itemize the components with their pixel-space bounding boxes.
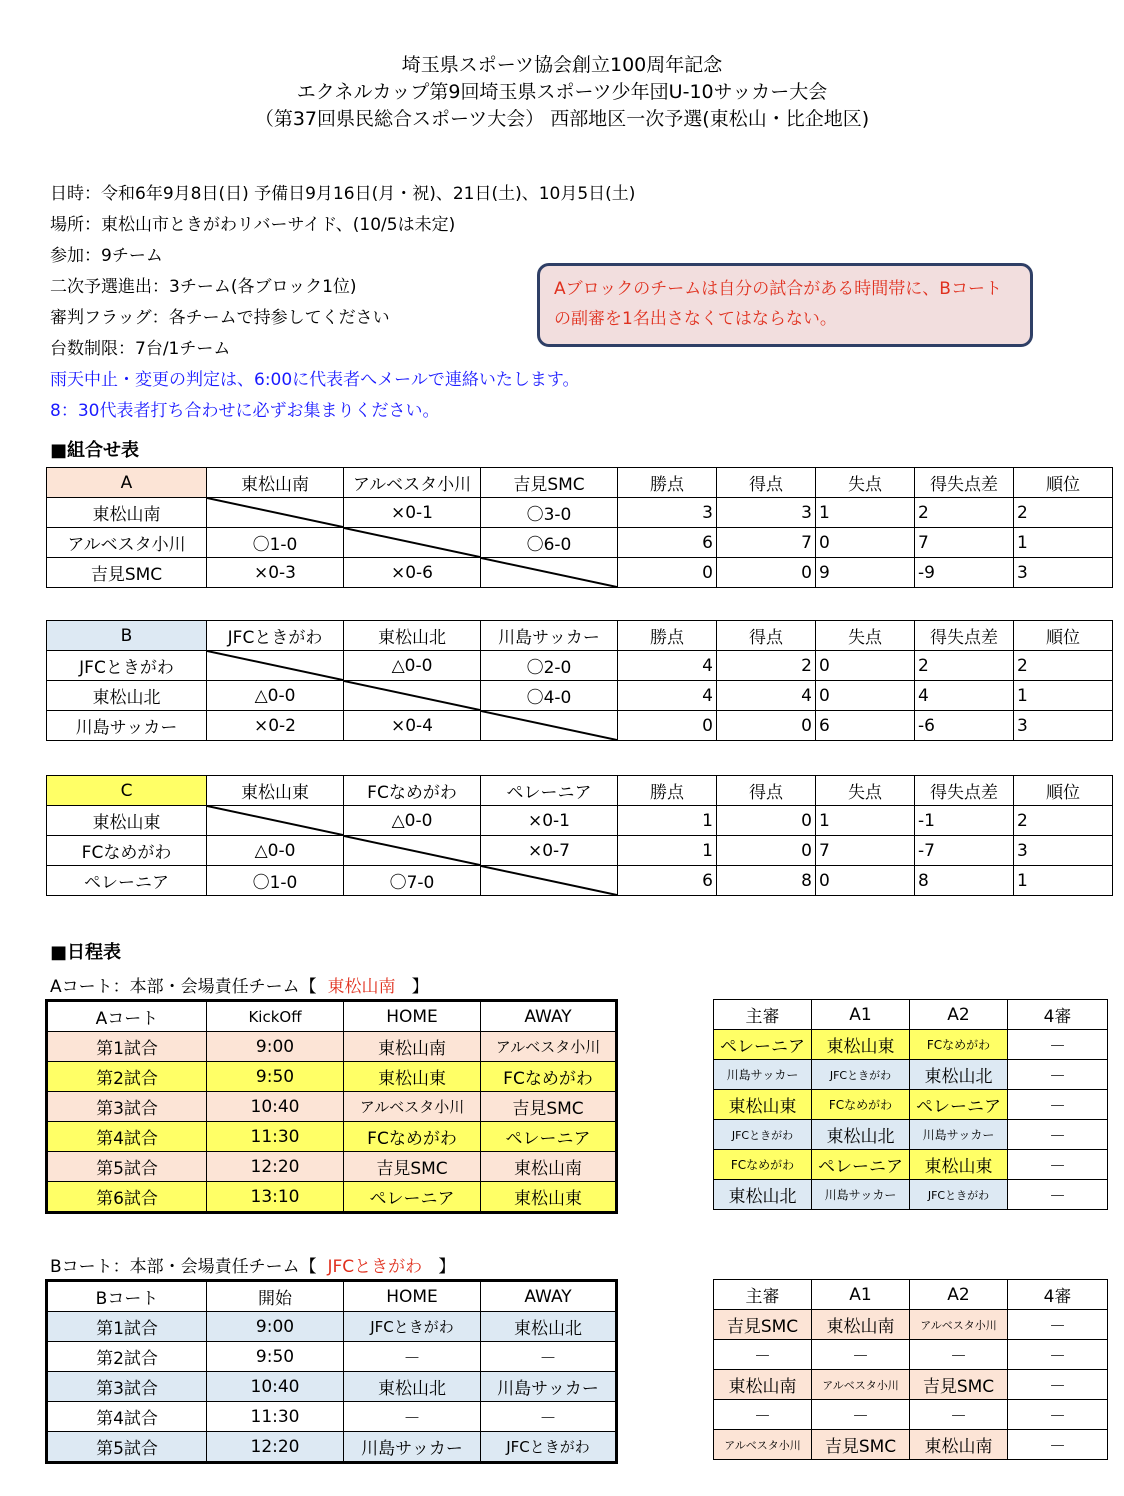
team-name: JFCときがわ [47, 651, 207, 681]
goals-for: 0 [717, 836, 816, 866]
info-cars: 台数制限：7台/1チーム [50, 339, 231, 359]
assistant-referee-1: JFCときがわ [812, 1060, 910, 1090]
rank: 2 [1014, 498, 1113, 528]
assistant-referee-1: 東松山東 [812, 1030, 910, 1060]
court-b-label-close: 】 [438, 1257, 456, 1277]
goal-difference: -6 [915, 711, 1014, 741]
group-column-header: 得点 [717, 468, 816, 498]
goals-against: 9 [816, 558, 915, 588]
court-a-referee-table [713, 999, 1108, 1210]
match-number: 第2試合 [47, 1342, 207, 1372]
away-team: － [481, 1342, 617, 1372]
points: 1 [618, 806, 717, 836]
away-team: JFCときがわ [481, 1432, 617, 1463]
team-name: 東松山東 [47, 806, 207, 836]
schedule-row [47, 1402, 617, 1432]
group-column-header: FCなめがわ [344, 776, 481, 806]
points: 3 [618, 498, 717, 528]
home-team: 東松山南 [344, 1032, 481, 1062]
assistant-referee-1: ペレーニア [812, 1150, 910, 1180]
team-name: アルベスタ小川 [47, 528, 207, 558]
match-result: 〇1-0 [207, 866, 344, 896]
group-row [47, 558, 1113, 588]
home-team: 東松山東 [344, 1062, 481, 1092]
diagonal-cell [344, 528, 481, 558]
group-column-header: 得点 [717, 621, 816, 651]
main-referee: 東松山北 [714, 1180, 812, 1210]
match-number: 第1試合 [47, 1312, 207, 1342]
referee-row [714, 1030, 1108, 1060]
fourth-official: － [1008, 1120, 1108, 1150]
match-result: ×0-1 [344, 498, 481, 528]
schedule-row [47, 1152, 617, 1182]
group-column-header: 吉見SMC [481, 468, 618, 498]
group-row [47, 498, 1113, 528]
goals-for: 0 [717, 806, 816, 836]
assistant-referee-1: FCなめがわ [812, 1090, 910, 1120]
group-name: C [47, 776, 207, 806]
main-referee: 東松山南 [714, 1370, 812, 1400]
schedule-column-header: AWAY [481, 1281, 617, 1312]
goals-for: 0 [717, 558, 816, 588]
court-b-label [50, 1252, 455, 1277]
kickoff-time: 12:20 [207, 1152, 344, 1182]
title-line-1: 埼玉県スポーツ協会創立100周年記念 [401, 54, 723, 76]
group-name: B [47, 621, 207, 651]
match-result: 〇1-0 [207, 528, 344, 558]
fourth-official: － [1008, 1400, 1108, 1430]
fourth-official: － [1008, 1150, 1108, 1180]
kickoff-time: 10:40 [207, 1092, 344, 1122]
group-column-header: 勝点 [618, 776, 717, 806]
group-row [47, 528, 1113, 558]
assistant-referee-2: ペレーニア [910, 1090, 1008, 1120]
document-title [0, 52, 1124, 133]
assistant-referee-2: 東松山南 [910, 1430, 1008, 1460]
match-number: 第3試合 [47, 1372, 207, 1402]
title-line-2: エクネルカップ第9回埼玉県スポーツ少年団U-10サッカー大会 [296, 81, 828, 103]
team-name: 東松山南 [47, 498, 207, 528]
match-number: 第2試合 [47, 1062, 207, 1092]
referee-header-row [714, 1000, 1108, 1030]
match-result: ×0-1 [481, 806, 618, 836]
schedule-column-header: Bコート [47, 1281, 207, 1312]
main-referee: － [714, 1400, 812, 1430]
court-a-team: 東松山南 [327, 977, 396, 997]
referee-column-header: A2 [910, 1280, 1008, 1310]
away-team: 東松山東 [481, 1182, 617, 1213]
referee-row [714, 1150, 1108, 1180]
assistant-referee-2: FCなめがわ [910, 1030, 1008, 1060]
goals-against: 0 [816, 681, 915, 711]
diagonal-cell [207, 806, 344, 836]
main-referee: － [714, 1340, 812, 1370]
group-column-header: 得点 [717, 776, 816, 806]
referee-row [714, 1060, 1108, 1090]
diagonal-cell [344, 681, 481, 711]
match-result: △0-0 [207, 836, 344, 866]
group-column-header: 得失点差 [915, 468, 1014, 498]
match-result: 〇3-0 [481, 498, 618, 528]
info-place: 場所：東松山市ときがわリバーサイド、(10/5は未定) [50, 215, 456, 235]
diagonal-cell [207, 651, 344, 681]
referee-row [714, 1090, 1108, 1120]
away-team: FCなめがわ [481, 1062, 617, 1092]
schedule-column-header: HOME [344, 1281, 481, 1312]
referee-column-header: A1 [812, 1000, 910, 1030]
team-name: FCなめがわ [47, 836, 207, 866]
diagonal-cell [481, 558, 618, 588]
goal-difference: -9 [915, 558, 1014, 588]
group-column-header: 東松山北 [344, 621, 481, 651]
group-row [47, 681, 1113, 711]
schedule-column-header: KickOff [207, 1001, 344, 1032]
goal-difference: -7 [915, 836, 1014, 866]
assistant-referee-1: － [812, 1400, 910, 1430]
main-referee: FCなめがわ [714, 1150, 812, 1180]
rank: 2 [1014, 806, 1113, 836]
info-advance: 二次予選進出：3チーム(各ブロック1位) [50, 277, 357, 297]
group-column-header: JFCときがわ [207, 621, 344, 651]
match-result: △0-0 [207, 681, 344, 711]
referee-row [714, 1400, 1108, 1430]
match-number: 第5試合 [47, 1432, 207, 1463]
group-row [47, 806, 1113, 836]
assistant-referee-1: 東松山北 [812, 1120, 910, 1150]
info-flag: 審判フラッグ：各チームで持参してください [50, 308, 390, 328]
group-column-header: 順位 [1014, 621, 1113, 651]
main-referee: JFCときがわ [714, 1120, 812, 1150]
group-column-header: 得失点差 [915, 776, 1014, 806]
schedule-row [47, 1122, 617, 1152]
schedule-row [47, 1182, 617, 1213]
fourth-official: － [1008, 1060, 1108, 1090]
group-table-b [46, 620, 1113, 741]
court-a-table [45, 999, 618, 1214]
match-number: 第4試合 [47, 1402, 207, 1432]
rank: 1 [1014, 681, 1113, 711]
fourth-official: － [1008, 1090, 1108, 1120]
main-referee: アルベスタ小川 [714, 1430, 812, 1460]
title-line-3: （第37回県民総合スポーツ大会） 西部地区一次予選(東松山・比企地区) [254, 108, 870, 130]
match-result: ×0-7 [481, 836, 618, 866]
match-result: ×0-2 [207, 711, 344, 741]
home-team: 東松山北 [344, 1372, 481, 1402]
info-rain: 雨天中止・変更の判定は、6:00に代表者へメールで連絡いたします。 [50, 370, 580, 390]
match-number: 第4試合 [47, 1122, 207, 1152]
referee-row [714, 1370, 1108, 1400]
match-number: 第6試合 [47, 1182, 207, 1213]
court-a-label [50, 972, 429, 997]
team-name: ペレーニア [47, 866, 207, 896]
match-number: 第1試合 [47, 1032, 207, 1062]
group-column-header: 東松山南 [207, 468, 344, 498]
assistant-referee-2: 東松山東 [910, 1150, 1008, 1180]
goals-for: 2 [717, 651, 816, 681]
group-row [47, 866, 1113, 896]
info-meeting: 8：30代表者打ち合わせに必ずお集まりください。 [50, 401, 440, 421]
rank: 1 [1014, 866, 1113, 896]
group-column-header: 失点 [816, 621, 915, 651]
points: 1 [618, 836, 717, 866]
goals-against: 1 [816, 806, 915, 836]
goal-difference: 4 [915, 681, 1014, 711]
points: 6 [618, 866, 717, 896]
schedule-row [47, 1312, 617, 1342]
group-column-header: 順位 [1014, 776, 1113, 806]
group-header-row [47, 468, 1113, 498]
goals-for: 4 [717, 681, 816, 711]
away-team: 川島サッカー [481, 1372, 617, 1402]
schedule-row [47, 1092, 617, 1122]
kickoff-time: 11:30 [207, 1402, 344, 1432]
assistant-referee-1: 吉見SMC [812, 1430, 910, 1460]
kickoff-time: 12:20 [207, 1432, 344, 1463]
goals-against: 0 [816, 528, 915, 558]
home-team: － [344, 1342, 481, 1372]
info-date: 日時：令和6年9月8日(日) 予備日9月16日(月・祝)、21日(土)、10月5日(土) [50, 184, 636, 204]
rank: 2 [1014, 651, 1113, 681]
schedule-column-header: AWAY [481, 1001, 617, 1032]
schedule-row [47, 1372, 617, 1402]
assistant-referee-2: JFCときがわ [910, 1180, 1008, 1210]
goals-for: 3 [717, 498, 816, 528]
schedule-header-row [47, 1001, 617, 1032]
diagonal-cell [207, 498, 344, 528]
court-b-table [45, 1279, 618, 1464]
main-referee: 川島サッカー [714, 1060, 812, 1090]
goals-for: 0 [717, 711, 816, 741]
court-b-label-text: Bコート：本部・会場責任チーム【 [50, 1257, 317, 1277]
referee-column-header: A2 [910, 1000, 1008, 1030]
match-result: ×0-4 [344, 711, 481, 741]
fourth-official: － [1008, 1370, 1108, 1400]
goal-difference: -1 [915, 806, 1014, 836]
assistant-referee-1: アルベスタ小川 [812, 1370, 910, 1400]
referee-row [714, 1180, 1108, 1210]
fourth-official: － [1008, 1310, 1108, 1340]
schedule-heading: ■日程表 [50, 942, 122, 963]
referee-row [714, 1120, 1108, 1150]
away-team: アルベスタ小川 [481, 1032, 617, 1062]
fourth-official: － [1008, 1430, 1108, 1460]
assistant-referee-2: 吉見SMC [910, 1370, 1008, 1400]
group-column-header: アルベスタ小川 [344, 468, 481, 498]
match-result: △0-0 [344, 806, 481, 836]
group-column-header: 失点 [816, 468, 915, 498]
referee-column-header: 主審 [714, 1000, 812, 1030]
schedule-row [47, 1342, 617, 1372]
team-name: 吉見SMC [47, 558, 207, 588]
group-column-header: ペレーニア [481, 776, 618, 806]
match-result: △0-0 [344, 651, 481, 681]
referee-column-header: 4審 [1008, 1000, 1108, 1030]
away-team: 東松山南 [481, 1152, 617, 1182]
diagonal-cell [481, 866, 618, 896]
goal-difference: 2 [915, 498, 1014, 528]
group-column-header: 川島サッカー [481, 621, 618, 651]
referee-row [714, 1430, 1108, 1460]
schedule-row [47, 1032, 617, 1062]
kickoff-time: 9:50 [207, 1062, 344, 1092]
match-result: 〇4-0 [481, 681, 618, 711]
group-header-row [47, 621, 1113, 651]
groups-heading: ■組合せ表 [50, 440, 140, 461]
schedule-header-row [47, 1281, 617, 1312]
group-name: A [47, 468, 207, 498]
referee-header-row [714, 1280, 1108, 1310]
match-result: ×0-6 [344, 558, 481, 588]
goals-against: 1 [816, 498, 915, 528]
home-team: ペレーニア [344, 1182, 481, 1213]
rank: 3 [1014, 558, 1113, 588]
group-column-header: 順位 [1014, 468, 1113, 498]
goal-difference: 7 [915, 528, 1014, 558]
referee-row [714, 1340, 1108, 1370]
away-team: ペレーニア [481, 1122, 617, 1152]
goals-against: 0 [816, 866, 915, 896]
group-column-header: 得失点差 [915, 621, 1014, 651]
assistant-referee-1: 川島サッカー [812, 1180, 910, 1210]
kickoff-time: 10:40 [207, 1372, 344, 1402]
group-row [47, 651, 1113, 681]
home-team: 川島サッカー [344, 1432, 481, 1463]
kickoff-time: 13:10 [207, 1182, 344, 1213]
diagonal-cell [344, 836, 481, 866]
group-column-header: 失点 [816, 776, 915, 806]
main-referee: 吉見SMC [714, 1310, 812, 1340]
referee-note: Aブロックのチームは自分の試合がある時間帯に、Bコートの副審を1名出さなくてはならない。 [537, 263, 1033, 347]
points: 0 [618, 558, 717, 588]
schedule-row [47, 1432, 617, 1463]
group-row [47, 711, 1113, 741]
home-team: JFCときがわ [344, 1312, 481, 1342]
referee-column-header: 主審 [714, 1280, 812, 1310]
goals-against: 0 [816, 651, 915, 681]
points: 0 [618, 711, 717, 741]
points: 4 [618, 651, 717, 681]
assistant-referee-2: － [910, 1340, 1008, 1370]
team-name: 東松山北 [47, 681, 207, 711]
court-b-referee-table [713, 1279, 1108, 1460]
home-team: アルベスタ小川 [344, 1092, 481, 1122]
kickoff-time: 9:50 [207, 1342, 344, 1372]
main-referee: ペレーニア [714, 1030, 812, 1060]
fourth-official: － [1008, 1340, 1108, 1370]
match-result: 〇7-0 [344, 866, 481, 896]
fourth-official: － [1008, 1030, 1108, 1060]
group-column-header: 勝点 [618, 621, 717, 651]
rank: 1 [1014, 528, 1113, 558]
assistant-referee-2: 東松山北 [910, 1060, 1008, 1090]
group-row [47, 836, 1113, 866]
kickoff-time: 9:00 [207, 1312, 344, 1342]
match-number: 第3試合 [47, 1092, 207, 1122]
schedule-column-header: HOME [344, 1001, 481, 1032]
group-column-header: 東松山東 [207, 776, 344, 806]
away-team: 吉見SMC [481, 1092, 617, 1122]
rank: 3 [1014, 711, 1113, 741]
assistant-referee-2: 川島サッカー [910, 1120, 1008, 1150]
main-referee: 東松山東 [714, 1090, 812, 1120]
referee-column-header: A1 [812, 1280, 910, 1310]
assistant-referee-1: － [812, 1340, 910, 1370]
rank: 3 [1014, 836, 1113, 866]
points: 6 [618, 528, 717, 558]
referee-row [714, 1310, 1108, 1340]
home-team: 吉見SMC [344, 1152, 481, 1182]
schedule-column-header: Aコート [47, 1001, 207, 1032]
court-a-label-close: 】 [411, 977, 429, 997]
home-team: － [344, 1402, 481, 1432]
home-team: FCなめがわ [344, 1122, 481, 1152]
assistant-referee-2: － [910, 1400, 1008, 1430]
away-team: － [481, 1402, 617, 1432]
match-result: ×0-3 [207, 558, 344, 588]
diagonal-cell [481, 711, 618, 741]
points: 4 [618, 681, 717, 711]
assistant-referee-1: 東松山南 [812, 1310, 910, 1340]
assistant-referee-2: アルベスタ小川 [910, 1310, 1008, 1340]
court-b-team: JFCときがわ [327, 1257, 423, 1277]
goals-against: 6 [816, 711, 915, 741]
match-number: 第5試合 [47, 1152, 207, 1182]
referee-column-header: 4審 [1008, 1280, 1108, 1310]
schedule-row [47, 1062, 617, 1092]
kickoff-time: 11:30 [207, 1122, 344, 1152]
group-table-a [46, 467, 1113, 588]
group-table-c [46, 775, 1113, 896]
goal-difference: 2 [915, 651, 1014, 681]
info-teams: 参加：9チーム [50, 246, 163, 266]
away-team: 東松山北 [481, 1312, 617, 1342]
match-result: 〇2-0 [481, 651, 618, 681]
goals-against: 7 [816, 836, 915, 866]
goals-for: 7 [717, 528, 816, 558]
group-column-header: 勝点 [618, 468, 717, 498]
kickoff-time: 9:00 [207, 1032, 344, 1062]
court-a-label-text: Aコート：本部・会場責任チーム【 [50, 977, 317, 997]
goals-for: 8 [717, 866, 816, 896]
match-result: 〇6-0 [481, 528, 618, 558]
schedule-column-header: 開始 [207, 1281, 344, 1312]
goal-difference: 8 [915, 866, 1014, 896]
fourth-official: － [1008, 1180, 1108, 1210]
group-header-row [47, 776, 1113, 806]
team-name: 川島サッカー [47, 711, 207, 741]
